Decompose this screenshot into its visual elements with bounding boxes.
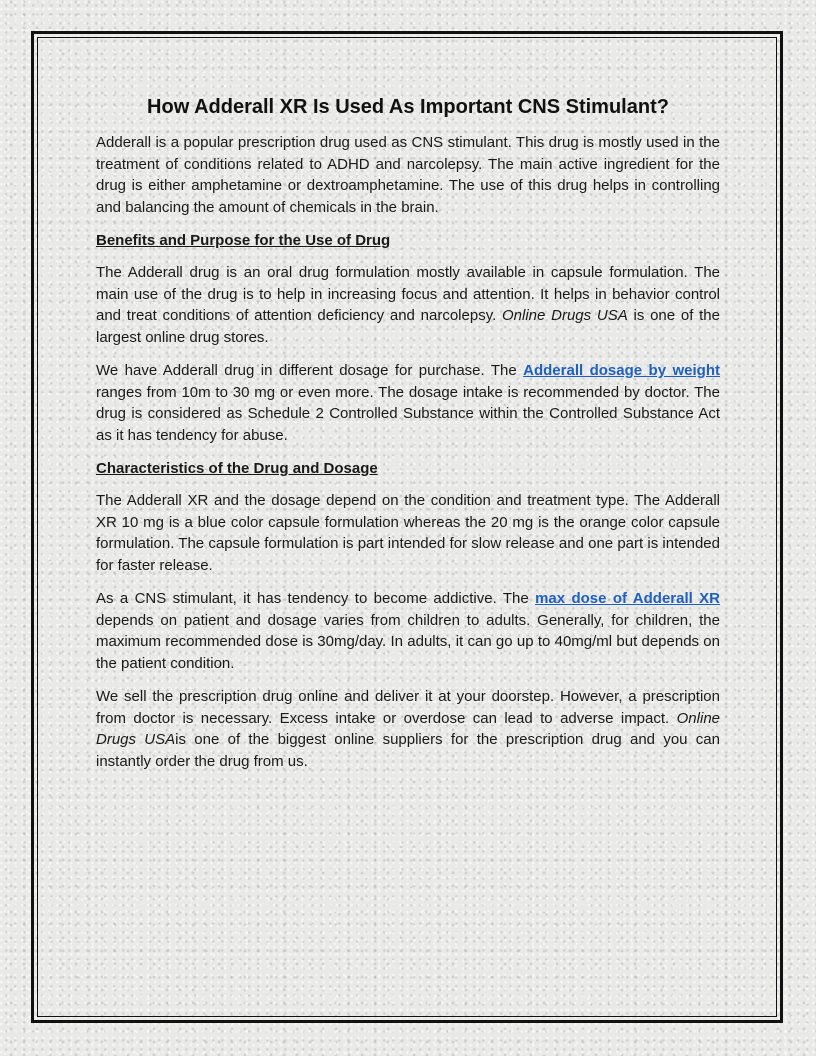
benefits-p1-text-end: is one of the largest online drug stores.: [96, 307, 720, 346]
characteristics-p3-text-end: is one of the biggest online suppliers for the prescription drug and you can instantly order the drug from us.: [96, 731, 720, 770]
intro-paragraph: Adderall is a popular prescription drug used as CNS stimulant. This drug is mostly used in the treatment of conditions related to ADHD and narcolepsy. The main active ingredient for the drug is either amphetamine or dextroamphetamine. The use of this drug helps in controlling and balancing the amount of chemicals in the brain.: [96, 134, 720, 216]
characteristics-p3-text: We sell the prescription drug online and deliver it at your doorstep. However, a prescription from doctor is necessary. Excess intake or overdose can lead to adverse impact.: [96, 688, 720, 727]
benefits-paragraph-1: [96, 262, 720, 348]
adderall-dosage-by-weight-link[interactable]: Adderall dosage by weight: [523, 362, 720, 379]
benefits-p1-text: The Adderall drug is an oral drug formulation mostly available in capsule formulation. The main use of the drug is to help in increasing focus and attention. It helps in behavior control and treat conditions of attention deficiency and narcolepsy.: [96, 264, 720, 324]
characteristics-paragraph-3: [96, 686, 720, 772]
brand-name-emphasis: Online Drugs USA: [502, 307, 628, 324]
document-body: [96, 94, 720, 784]
characteristics-paragraph-2: [96, 588, 720, 674]
section-heading-characteristics: Characteristics of the Drug and Dosage: [96, 460, 378, 477]
characteristics-p2-text: As a CNS stimulant, it has tendency to become addictive. The: [96, 590, 536, 607]
section-heading-benefits: Benefits and Purpose for the Use of Drug: [96, 232, 391, 249]
benefits-p2-text-end: ranges from 10m to 30 mg or even more. The dosage intake is recommended by doctor. The drug is considered as Schedule 2 Controlled Substance within the Controlled Substance Act as it has tendency for abuse.: [96, 383, 720, 444]
characteristics-paragraph-1: The Adderall XR and the dosage depend on the condition and treatment type. The Adderall XR 10 mg is a blue color capsule formulation whereas the 20 mg is the orange color capsule formulation. The capsule formulation is part intended for slow release and one part is intended for faster release.: [96, 492, 720, 574]
benefits-paragraph-2: [96, 360, 720, 446]
max-dose-adderall-xr-link[interactable]: max dose of Adderall XR: [535, 590, 721, 607]
document-title: How Adderall XR Is Used As Important CNS Stimulant?: [147, 96, 669, 118]
characteristics-p2-text-end: depends on patient and dosage varies from children to adults. Generally, for children, the maximum recommended dose is 30mg/day. In adults, it can go up to 40mg/ml but depends on the patient condition.: [96, 611, 720, 672]
benefits-p2-text: We have Adderall drug in different dosage for purchase. The: [96, 362, 524, 379]
brand-name-emphasis-2: Online Drugs USA: [96, 709, 720, 748]
